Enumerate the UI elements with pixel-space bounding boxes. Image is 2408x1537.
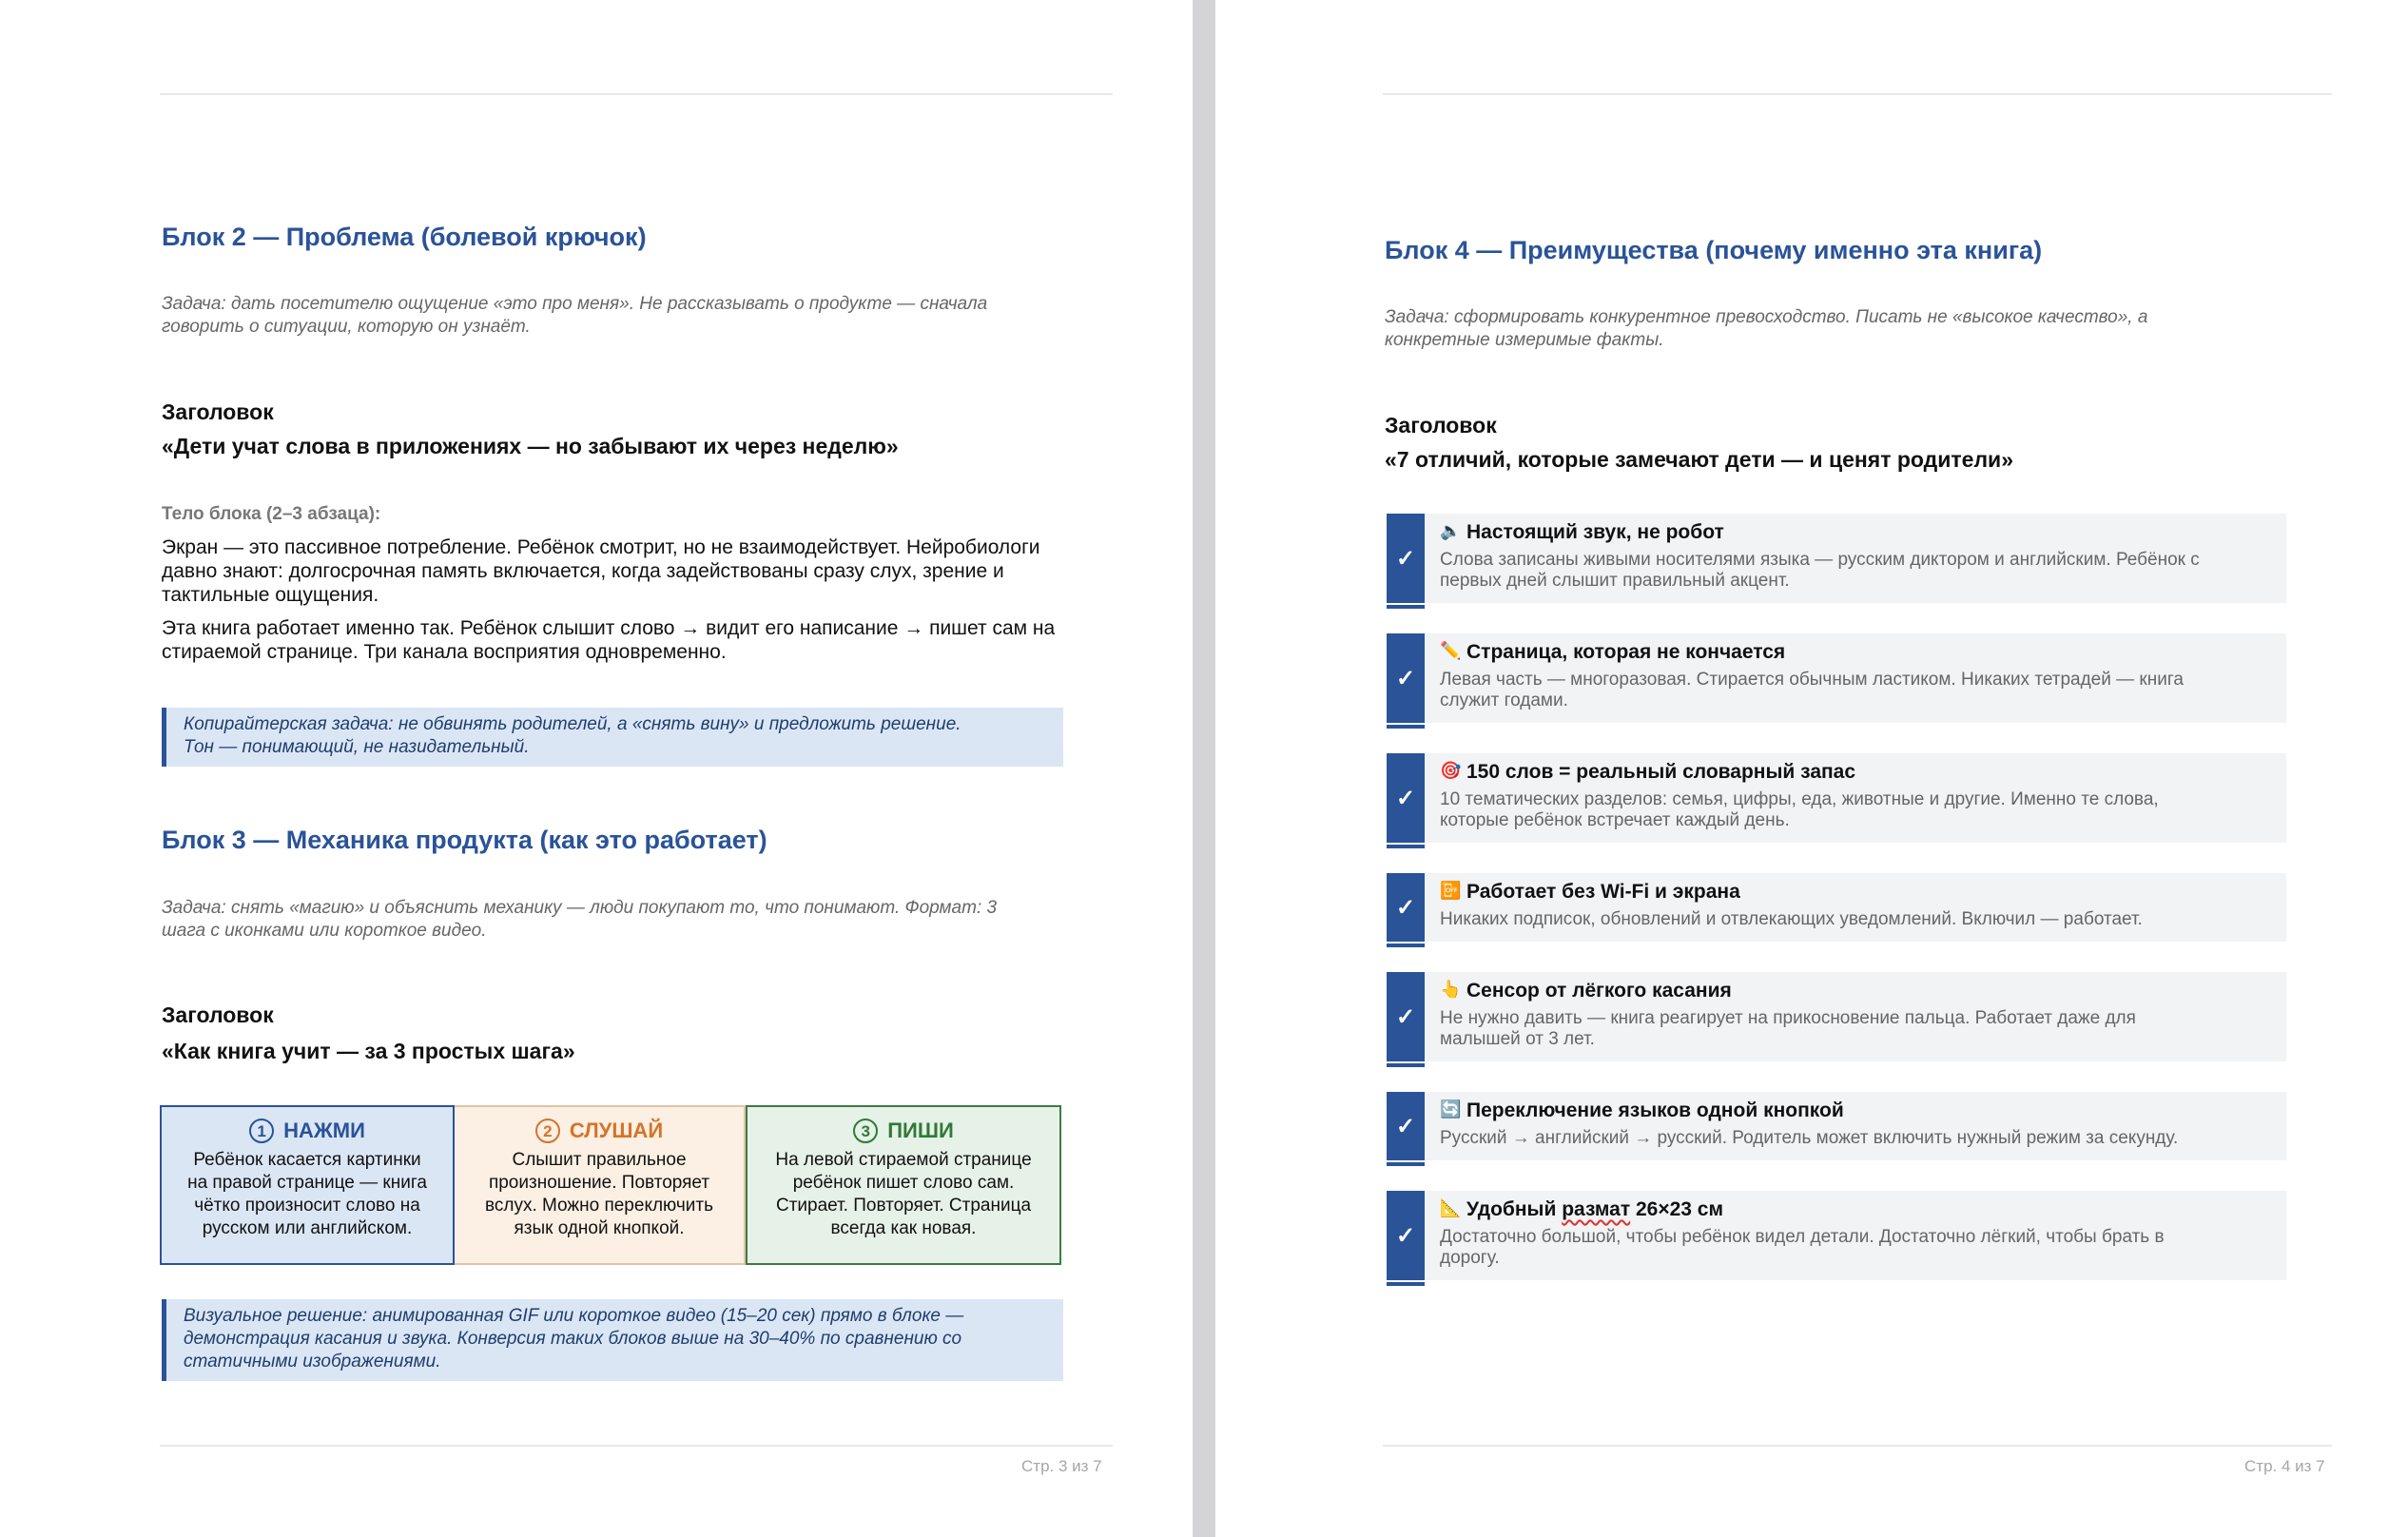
step-write [746, 1105, 1061, 1265]
footer-rule [160, 1445, 1113, 1447]
benefit-title: 150 слов = реальный словарный запас [1466, 761, 1856, 783]
benefit-text: 10 тематических разделов: семья, цифры, еда, животные и другие. Именно те слова, которые ребёнок встречает каждый день. [1440, 789, 2159, 830]
check-icon: ✓ [1387, 514, 1425, 603]
page-3 [0, 0, 1193, 1537]
check-underline [1387, 845, 1425, 848]
no-signal-icon: 📴 [1440, 881, 1462, 900]
check-underline [1387, 1282, 1425, 1286]
target-icon: 🎯 [1440, 761, 1462, 780]
block2-copywriter-note: Копирайтерская задача: не обвинять родителей, а «снять вину» и предложить решение. Тон — понимающий, не назидательный. [162, 708, 1063, 767]
step-description: На левой стираемой странице ребёнок пишет слово сам. Стирает. Повторяет. Страница всегда как новая. [775, 1150, 1032, 1238]
step-press [160, 1105, 455, 1265]
block4-heading-label: Заголовок [1385, 413, 1497, 438]
pencil-icon: ✏️ [1440, 641, 1462, 660]
block3-task: Задача: снять «магию» и объяснить механику — люди покупают то, что понимают. Формат: 3 шага с иконками или короткое видео. [162, 898, 998, 941]
header-rule-right [1383, 93, 2332, 95]
check-icon: ✓ [1387, 753, 1425, 843]
check-underline [1387, 1162, 1425, 1166]
block3-visual-note: Визуальное решение: анимированная GIF или короткое видео (15–20 сек) прямо в блоке — демонстрация касания и звука. Конверсия таких блоков выше на 30–40% по сравнению со статичными изображениями. [162, 1299, 1063, 1381]
step-description: Ребёнок касается картинки на правой странице — книга чётко произносит слово на русском или английском. [187, 1150, 427, 1238]
check-icon: ✓ [1387, 633, 1425, 723]
step-title: ПИШИ [887, 1119, 954, 1142]
benefit-item [1387, 753, 2286, 843]
step-title: СЛУШАЙ [569, 1119, 664, 1142]
switch-arrows-icon: 🔄 [1440, 1099, 1462, 1119]
block2-title: Блок 2 — Проблема (болевой крючок) [162, 223, 647, 251]
benefit-title: Сенсор от лёгкого касания [1466, 980, 1732, 1002]
spellcheck-word: размат [1562, 1198, 1631, 1220]
benefit-title: Настоящий звук, не робот [1466, 521, 1724, 543]
benefit-text: Не нужно давить — книга реагирует на прикосновение пальца. Работает даже для малышей от 3 лет. [1440, 1008, 2136, 1049]
step-title: НАЖМИ [283, 1119, 365, 1142]
benefit-item [1387, 514, 2286, 603]
step-number-2-icon: 2 [535, 1119, 560, 1143]
check-icon: ✓ [1387, 972, 1425, 1061]
block2-paragraph-1: Экран — это пассивное потребление. Ребёнок смотрит, но не взаимодействует. Нейробиологи давно знают: долгосрочная память включается, когда задействованы сразу слух, зрение и тактильные ощущения. [162, 536, 1040, 606]
benefit-text: Достаточно большой, чтобы ребёнок видел детали. Достаточно лёгкий, чтобы брать в дорогу. [1440, 1227, 2165, 1268]
benefit-text: Слова записаны живыми носителями языка — русским диктором и английским. Ребёнок с первых дней слышит правильный акцент. [1440, 550, 2200, 591]
benefit-item [1387, 1191, 2286, 1280]
block3-heading-label: Заголовок [162, 1002, 274, 1027]
block2-task: Задача: дать посетителю ощущение «это про меня». Не рассказывать о продукте — сначала говорить о ситуации, которую он узнаёт. [162, 294, 988, 337]
benefit-text: Русский → английский → русский. Родитель может включить нужный режим за секунду. [1440, 1128, 2179, 1148]
page-number: Стр. 4 из 7 [2244, 1457, 2325, 1475]
benefit-title: Страница, которая не кончается [1466, 641, 1786, 663]
block3-heading-quote: «Как книга учит — за 3 простых шага» [162, 1039, 575, 1063]
check-icon: ✓ [1387, 1092, 1425, 1160]
step-number-3-icon: 3 [853, 1119, 878, 1143]
step-listen [455, 1105, 746, 1265]
benefit-title: Работает без Wi-Fi и экрана [1466, 881, 1740, 903]
benefit-item [1387, 972, 2286, 1061]
step-number-1-icon: 1 [249, 1119, 274, 1143]
benefit-item [1387, 873, 2286, 942]
block3-title: Блок 3 — Механика продукта (как это работает) [162, 826, 767, 854]
header-rule [160, 93, 1113, 95]
benefit-item [1387, 1092, 2286, 1160]
page-number: Стр. 3 из 7 [1021, 1457, 1102, 1475]
block4-heading-quote: «7 отличий, которые замечают дети — и ценят родители» [1385, 447, 2013, 472]
check-icon: ✓ [1387, 1191, 1425, 1280]
block2-heading-quote: «Дети учат слова в приложениях — но забывают их через неделю» [162, 434, 899, 458]
finger-touch-icon: 👆 [1440, 980, 1462, 999]
check-underline [1387, 1063, 1425, 1067]
block4-title: Блок 4 — Преимущества (почему именно эта книга) [1385, 236, 2043, 264]
block2-body-label: Тело блока (2–3 абзаца): [162, 504, 381, 524]
block2-heading-label: Заголовок [162, 399, 274, 424]
benefit-text: Никаких подписок, обновлений и отвлекающих уведомлений. Включил — работает. [1440, 909, 2143, 929]
block2-paragraph-2: Эта книга работает именно так. Ребёнок слышит слово → видит его написание → пишет сам на стираемой странице. Три канала восприятия одновременно. [162, 617, 1056, 663]
benefit-title: Удобный размат 26×23 см [1466, 1198, 1724, 1220]
steps-table [160, 1105, 1061, 1265]
benefit-item [1387, 633, 2286, 723]
check-underline [1387, 944, 1425, 947]
check-icon: ✓ [1387, 873, 1425, 942]
speaker-icon: 🔈 [1440, 521, 1462, 540]
benefit-text: Левая часть — многоразовая. Стирается обычным ластиком. Никаких тетрадей — книга служит годами. [1440, 670, 2184, 710]
footer-rule-right [1383, 1445, 2332, 1447]
block4-task: Задача: сформировать конкурентное превосходство. Писать не «высокое качество», а конкретные измеримые факты. [1385, 307, 2148, 350]
benefit-title: Переключение языков одной кнопкой [1466, 1099, 1844, 1121]
check-underline [1387, 605, 1425, 609]
step-description: Слышит правильное произношение. Повторяет вслух. Можно переключить язык одной кнопкой. [484, 1150, 713, 1238]
ruler-icon: 📐 [1440, 1198, 1462, 1217]
check-underline [1387, 725, 1425, 729]
